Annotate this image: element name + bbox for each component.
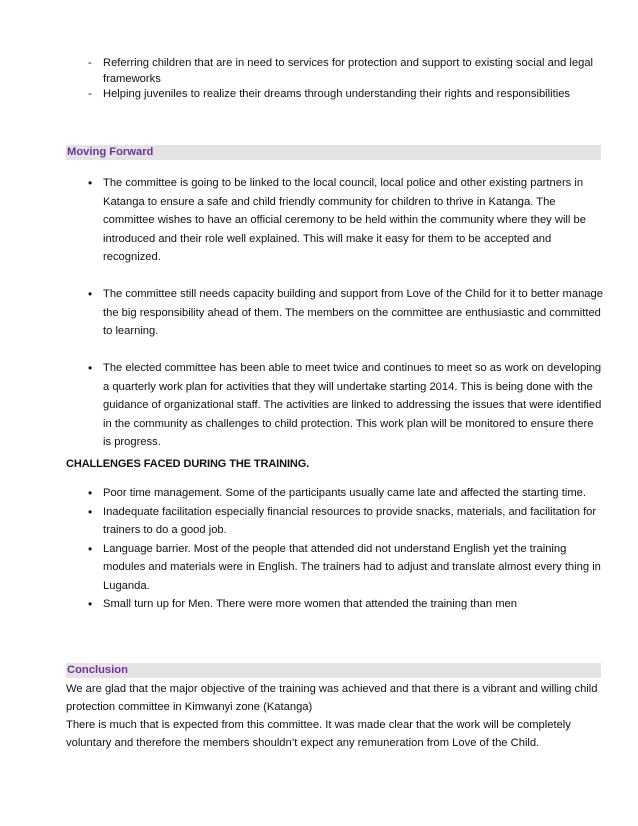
list-item: • The committee is going to be linked to the local council, local police and other existing partners in Katanga to ensure a safe and child friendly community for children to thrive in Katanga. The committee wishes to have an official ceremony to be held within the community where they will be introduced and their role well explained. This will make it easy for them to be accepted and recognized. <box>88 176 586 263</box>
list-item: - Referring children that are in need to services for protection and support to existing social and legal frameworks <box>88 57 594 85</box>
list-item: • Poor time management. Some of the participants usually came late and affected the starting time. <box>88 484 604 503</box>
section-heading-moving-forward: Moving Forward <box>66 145 601 160</box>
list-item: • The elected committee has been able to meet twice and continues to meet so as work on developing a quarterly work plan for activities that they will undertake starting 2014. This is being done with the guidance of organizational staff. The activities are linked to addressing the issues that were identified in the community as challenges to child protection. This work plan will be monitored to ensure there is progress. <box>88 361 602 448</box>
challenges-list <box>88 484 604 614</box>
section-heading-challenges: CHALLENGES FACED DURING THE TRAINING. <box>66 458 310 470</box>
bullet-marker: • <box>88 597 93 611</box>
list-item: • Inadequate facilitation especially financial resources to provide snacks, materials, and facilitation for trainers to do a good job. <box>88 504 597 536</box>
bullet-marker: • <box>88 287 93 301</box>
bullet-marker: • <box>88 541 93 556</box>
bullet-marker: • <box>88 361 93 375</box>
bullet-marker: • <box>88 486 93 500</box>
responsibilities-list <box>88 56 598 103</box>
list-item: - Helping juveniles to realize their dreams through understanding their rights and responsibilities <box>88 87 598 103</box>
bullet-marker: • <box>88 504 93 519</box>
list-item: • The committee still needs capacity building and support from Love of the Child for it to better manage the big responsibility ahead of them. The members on the committee are enthusiastic and committed to learning. <box>88 287 603 337</box>
list-item: • Language barrier. Most of the people that attended did not understand English yet the training modules and materials were in English. The trainers had to adjust and translate almost every thing in Luganda. <box>88 541 601 592</box>
dash-marker: - <box>88 88 92 100</box>
section-heading-conclusion: Conclusion <box>66 663 601 678</box>
conclusion-paragraph: We are glad that the major objective of the training was achieved and that there is a vibrant and willing child protection committee in Kimwanyi zone (Katanga) <box>66 683 598 713</box>
bullet-marker: • <box>88 176 93 190</box>
conclusion-paragraph: There is much that is expected from this committee. It was made clear that the work will be completely voluntary and therefore the members shouldn’t expect any remuneration from Love of the Child. <box>66 719 571 749</box>
list-item: • Small turn up for Men. There were more women that attended the training than men <box>88 595 604 614</box>
moving-forward-list <box>88 174 604 452</box>
dash-marker: - <box>88 57 92 69</box>
